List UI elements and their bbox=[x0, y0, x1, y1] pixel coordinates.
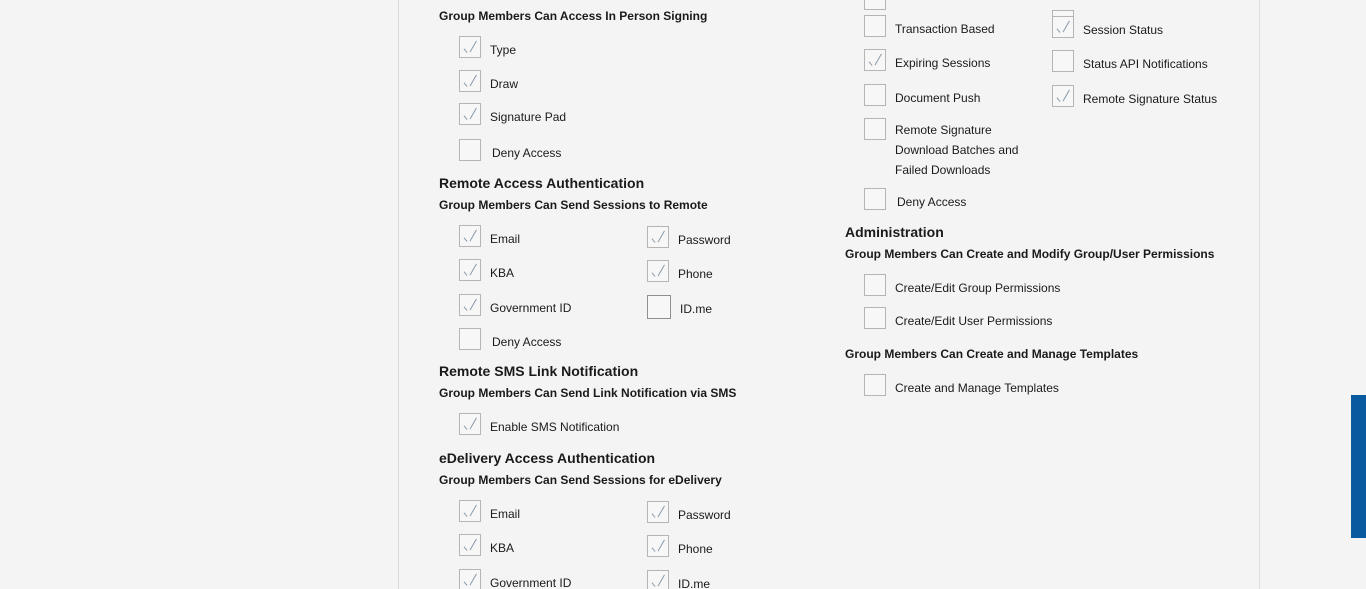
checkbox-item-edelivery-kba[interactable] bbox=[459, 534, 514, 558]
checkbox-item-features-deny-access[interactable] bbox=[864, 188, 966, 212]
checkbox-checked-icon[interactable] bbox=[459, 225, 481, 247]
checkbox-checked-icon[interactable] bbox=[647, 226, 669, 248]
checkbox-label: Password bbox=[678, 233, 731, 247]
checkbox-item-edelivery-phone[interactable] bbox=[647, 535, 713, 559]
checkbox-unchecked-icon[interactable] bbox=[459, 328, 481, 350]
checkbox-item-edelivery-government-id[interactable] bbox=[459, 569, 571, 589]
checkbox-unchecked-icon[interactable] bbox=[864, 15, 886, 37]
checkbox-label: Government ID bbox=[490, 576, 572, 589]
remote-sms-title: Remote SMS Link Notification bbox=[439, 363, 639, 379]
templates-subheading: Group Members Can Create and Manage Templates bbox=[845, 347, 1139, 361]
checkbox-item-create-edit-user-permissions[interactable] bbox=[864, 307, 1052, 331]
checkbox-item-type[interactable] bbox=[459, 36, 516, 60]
in-person-subheading: Group Members Can Access In Person Signing bbox=[439, 9, 708, 23]
checkbox-item-remote-idme[interactable] bbox=[647, 295, 712, 319]
checkbox-item-transaction-based[interactable] bbox=[864, 15, 995, 39]
checkbox-label: Transaction Based bbox=[895, 22, 995, 36]
checkbox-checked-icon[interactable] bbox=[459, 103, 481, 125]
edelivery-title: eDelivery Access Authentication bbox=[439, 450, 656, 466]
checkbox-label: Create/Edit User Permissions bbox=[895, 314, 1053, 328]
checkbox-label: ID.me bbox=[678, 577, 711, 589]
checkbox-label: Expiring Sessions bbox=[895, 56, 991, 70]
checkbox-label: Deny Access bbox=[492, 146, 562, 160]
administration-title: Administration bbox=[845, 224, 944, 240]
checkbox-checked-icon[interactable] bbox=[459, 70, 481, 92]
checkbox-label: Phone bbox=[678, 267, 713, 281]
checkbox-item-remote-signature-download[interactable] bbox=[864, 118, 1029, 180]
checkbox-unchecked-icon[interactable] bbox=[864, 374, 886, 396]
features-checkbox-clipped[interactable] bbox=[864, 0, 886, 10]
checkbox-label: Email bbox=[490, 232, 521, 246]
checkbox-checked-icon[interactable] bbox=[459, 534, 481, 556]
checkbox-unchecked-icon[interactable] bbox=[864, 118, 886, 140]
checkbox-item-remote-password[interactable] bbox=[647, 226, 731, 250]
checkbox-unchecked-icon[interactable] bbox=[864, 274, 886, 296]
remote-access-subheading: Group Members Can Send Sessions to Remote bbox=[439, 198, 708, 212]
checkbox-label: Remote Signature Download Batches and Failed Downloads bbox=[895, 123, 1019, 177]
remote-sms-subheading: Group Members Can Send Link Notification via SMS bbox=[439, 386, 737, 400]
checkbox-checked-icon[interactable] bbox=[459, 569, 481, 589]
checkbox-label: Document Push bbox=[895, 91, 981, 105]
checkbox-unchecked-icon[interactable] bbox=[864, 84, 886, 106]
checkbox-unchecked-icon[interactable] bbox=[459, 139, 481, 161]
checkbox-label: ID.me bbox=[680, 302, 713, 316]
checkbox-label: Draw bbox=[490, 77, 519, 91]
checkbox-item-status-api-notifications[interactable] bbox=[1052, 50, 1208, 74]
checkbox-label: Enable SMS Notification bbox=[490, 420, 620, 434]
checkbox-item-remote-email[interactable] bbox=[459, 225, 520, 249]
checkbox-item-remote-signature-status[interactable] bbox=[1052, 85, 1217, 109]
checkbox-item-edelivery-password[interactable] bbox=[647, 501, 731, 525]
checkbox-item-deny-access[interactable] bbox=[459, 139, 561, 163]
checkbox-label: Deny Access bbox=[492, 335, 562, 349]
checkbox-label: KBA bbox=[490, 541, 515, 555]
checkbox-unchecked-icon[interactable] bbox=[864, 188, 886, 210]
checkbox-checked-icon[interactable] bbox=[1052, 16, 1074, 38]
checkbox-item-enable-sms[interactable] bbox=[459, 413, 619, 437]
administration-subheading: Group Members Can Create and Modify Group/User Permissions bbox=[845, 247, 1215, 261]
checkbox-checked-icon[interactable] bbox=[459, 500, 481, 522]
checkbox-item-session-status[interactable] bbox=[1052, 16, 1163, 40]
checkbox-item-remote-phone[interactable] bbox=[647, 260, 713, 284]
scrollbar-thumb[interactable] bbox=[1351, 395, 1366, 538]
checkbox-checked-icon[interactable] bbox=[459, 413, 481, 435]
edelivery-subheading: Group Members Can Send Sessions for eDelivery bbox=[439, 473, 722, 487]
remote-access-title: Remote Access Authentication bbox=[439, 175, 645, 191]
checkbox-checked-icon[interactable] bbox=[647, 535, 669, 557]
checkbox-label: Deny Access bbox=[897, 195, 967, 209]
checkbox-item-remote-kba[interactable] bbox=[459, 259, 514, 283]
checkbox-label: Status API Notifications bbox=[1083, 57, 1208, 71]
checkbox-label: KBA bbox=[490, 266, 515, 280]
checkbox-checked-icon[interactable] bbox=[647, 260, 669, 282]
checkbox-label: Remote Signature Status bbox=[1083, 92, 1218, 106]
checkbox-label: Create and Manage Templates bbox=[895, 381, 1059, 395]
checkbox-unchecked-icon[interactable] bbox=[647, 295, 671, 319]
checkbox-item-create-edit-group-permissions[interactable] bbox=[864, 274, 1060, 298]
checkbox-label: Session Status bbox=[1083, 23, 1164, 37]
checkbox-unchecked-icon[interactable] bbox=[1052, 50, 1074, 72]
checkbox-checked-icon[interactable] bbox=[1052, 85, 1074, 107]
checkbox-checked-icon[interactable] bbox=[647, 570, 669, 589]
checkbox-label: Government ID bbox=[490, 301, 572, 315]
checkbox-checked-icon[interactable] bbox=[459, 36, 481, 58]
checkbox-checked-icon[interactable] bbox=[459, 259, 481, 281]
checkbox-item-signature-pad[interactable] bbox=[459, 103, 566, 127]
checkbox-label: Email bbox=[490, 507, 521, 521]
checkbox-checked-icon[interactable] bbox=[459, 294, 481, 316]
checkbox-checked-icon[interactable] bbox=[864, 49, 886, 71]
checkbox-item-remote-government-id[interactable] bbox=[459, 294, 571, 318]
checkbox-label: Signature Pad bbox=[490, 110, 567, 124]
checkbox-item-edelivery-email[interactable] bbox=[459, 500, 520, 524]
checkbox-checked-icon[interactable] bbox=[647, 501, 669, 523]
checkbox-item-document-push[interactable] bbox=[864, 84, 980, 108]
checkbox-item-edelivery-idme[interactable] bbox=[647, 570, 710, 589]
checkbox-label: Create/Edit Group Permissions bbox=[895, 281, 1061, 295]
checkbox-label: Type bbox=[490, 43, 517, 57]
checkbox-item-expiring-sessions[interactable] bbox=[864, 49, 990, 73]
checkbox-label: Password bbox=[678, 508, 731, 522]
checkbox-item-create-manage-templates[interactable] bbox=[864, 374, 1059, 398]
checkbox-item-remote-deny-access[interactable] bbox=[459, 328, 561, 352]
checkbox-label: Phone bbox=[678, 542, 713, 556]
checkbox-item-draw[interactable] bbox=[459, 70, 518, 94]
checkbox-unchecked-icon[interactable] bbox=[864, 307, 886, 329]
